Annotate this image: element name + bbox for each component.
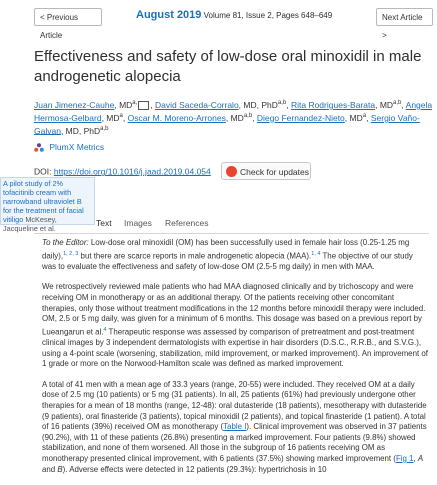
check-for-updates-label: Check for updates — [240, 167, 309, 177]
reference-link[interactable]: 1, 2, 3 — [63, 250, 79, 257]
author-degree: MD, PhD — [243, 99, 278, 110]
author-link[interactable]: Oscar M. Moreno-Arrones — [127, 112, 226, 123]
author-link[interactable]: David Saceda-Corralo — [155, 99, 239, 110]
tab-references[interactable]: References — [165, 218, 209, 228]
salutation: To the Editor: — [42, 238, 89, 247]
author-affiliation-sup: a — [119, 112, 123, 119]
paragraph-text: The objective of our study was to evaluate the effectiveness and safety of low-dose OM (2.5-5 mg daily) in men with MAA. — [42, 251, 413, 271]
author-list: Juan Jimenez-Cauhe, $MD^{a,}$ , David Saceda-Corralo, MD, PhD$^{a,b}$, Rita Rodrigues-Barata, MD$^{a,b}$, Angela Hermosa-Gelbard, $MD^a$, Oscar M. Moreno-Arrones, MD$^{a,b}$, Diego Fernandez-Nieto, $MD^a$, Sergio Vaño-Galvan, MD, PhD$^{a,b}$ — [34, 99, 433, 136]
related-article-tooltip[interactable] — [0, 177, 95, 233]
issue-details: Volume 81, Issue 2, Pages 648–649 — [203, 11, 333, 20]
author-affiliation-sup: a,b — [393, 100, 402, 106]
author-degree: MD, PhD — [65, 125, 101, 136]
figure-link[interactable]: Fig 1 — [395, 453, 414, 463]
author-link[interactable]: Rita Rodrigues-Barata — [290, 99, 376, 110]
paragraph-text: We retrospectively reviewed male patients who had MAA diagnosed clinically and by trichoscopy and were receiving OM in monotherapy or as an additional therapy. Of the patients receiving other concomitant therapies, only those without treatment modifications in the 12 months before minoxidil therapy were included. OM, 2.5 or 5 mg daily, was given for a minimum of 6 months. This dosage was based on a previous report by Lueangarun et al. — [42, 282, 426, 337]
plumx-label: PlumX Metrics — [49, 142, 105, 152]
plumx-metrics-link[interactable] — [34, 142, 104, 153]
paragraph-text: ). Adverse effects were detected in 12 patients (29.3%): hypertrichosis in 10 — [62, 464, 327, 474]
tab-images[interactable]: Images — [124, 218, 152, 228]
author-affiliation-sup: a,b — [243, 112, 253, 119]
paragraph-text: but there are scarce reports in male androgenetic alopecia (MAA). — [78, 251, 312, 261]
doi-label: DOI: — [34, 166, 52, 177]
doi-link[interactable]: https://doi.org/10.1016/j.jaad.2019.04.054 — [53, 166, 211, 177]
author-degree: MD — [106, 112, 120, 123]
author-link[interactable]: Juan Jimenez-Cauhe — [34, 99, 115, 110]
tooltip-authors: McKesey, Jacqueline et al. — [3, 215, 57, 233]
author-degree: MD — [119, 99, 133, 110]
reference-link[interactable]: 1, 4 — [311, 250, 321, 257]
figure-panel-label: B — [57, 464, 63, 474]
author-degree: MD — [349, 112, 363, 123]
table-link[interactable]: Table I — [223, 422, 247, 432]
figure-panel-label: A — [417, 453, 424, 463]
paragraph-text: ). Clinical improvement was observed in 37 patients (90.2%), with 11 of these patients (26.8%) presenting a marked improvement. Four patients (9.8%) showed stabilization, and none of them worsened. All those in the subgroup of 16 patients receiving OM as monotherapy presented clinical improvement, with 6 patients (37.5%) showing marked improvement ( — [42, 422, 427, 463]
article-body — [42, 238, 428, 485]
paragraph — [42, 380, 428, 475]
paragraph-text: Therapeutic response was assessed by comparison of pretreatment and post-treatment clinical images by 3 independent dermatologists with expertise in hair disorders (D.S.C., R.R.B., and S.V.G.), using a 4-point scale (worsening, stabilization, mild improvement, or marked improvement). An improvement of 1 grade or more on the Norwood-Hamilton scale was defined as marked improvement. — [42, 327, 428, 369]
author-affiliation-sup: a, — [132, 100, 138, 106]
tab-text[interactable]: Text — [96, 218, 112, 228]
issue-date-link[interactable]: August 2019 — [136, 9, 202, 21]
author-link[interactable]: Angela Hermosa-Gelbard — [34, 99, 433, 123]
author-degree: MD — [230, 112, 244, 123]
previous-article-button[interactable]: < Previous Article — [34, 8, 102, 26]
author-link[interactable]: Diego Fernandez-Nieto — [256, 112, 345, 123]
tooltip-title: A pilot study of 2% tofacitinib cream with narrowband ultraviolet B for the treatment of facial vitiligo — [3, 179, 84, 224]
paragraph-text: A total of 41 men with a mean age of 33.3 years (range, 20-55) were included. They received OM at a daily dose of 2.5 mg (10 patients) or 5 mg (31 patients). In all, 25 patients (61%) had previously undergone other therapies for a mean of 18 months (range, 12-48): oral dutasteride (18 patients), mesotherapy with dutasteride (9 patients), oral finasteride (3 patients), topical minoxidil (2 patients), and topical finasteride (1 patient). A total of 16 patients (39%) received OM as monotherapy ( — [42, 379, 427, 432]
paragraph — [42, 282, 428, 369]
article-nav-bar — [0, 8, 437, 40]
author-affiliation-sup: a,b — [100, 125, 109, 132]
author-degree: MD — [379, 99, 394, 110]
check-for-updates-button[interactable] — [221, 162, 311, 180]
next-article-button[interactable]: Next Article > — [376, 8, 433, 26]
paragraph-text: Low-dose oral minoxidil (OM) has been successfully used in female hair loss (0.25-1.25 mg daily), — [42, 238, 410, 261]
email-icon[interactable] — [138, 101, 149, 110]
crossmark-icon — [226, 166, 237, 177]
reference-link[interactable]: 4 — [103, 326, 107, 333]
paragraph-text: and — [42, 464, 58, 474]
author-link[interactable]: Sergio Vaño-Galvan — [34, 112, 420, 136]
paragraph-text: , — [413, 453, 418, 463]
issue-info — [136, 9, 332, 21]
author-affiliation-sup: a — [362, 112, 367, 119]
paragraph — [42, 238, 428, 272]
article-title: Effectiveness and safety of low-dose oral minoxidil in male androgenetic alopecia — [34, 48, 422, 85]
plumx-icon — [34, 143, 44, 153]
author-affiliation-sup: a,b — [277, 100, 287, 106]
